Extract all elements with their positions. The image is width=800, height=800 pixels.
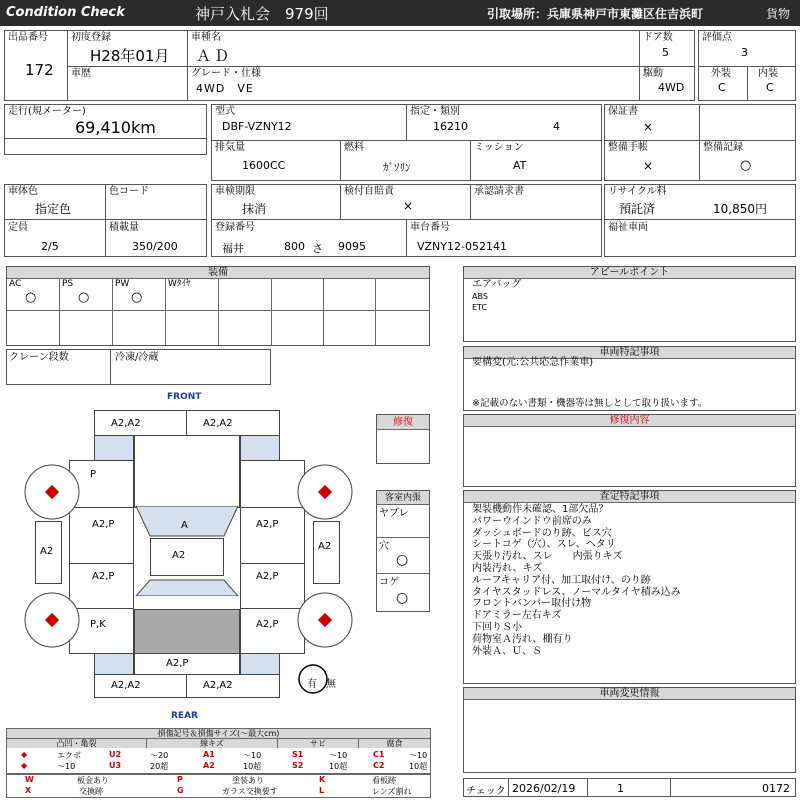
equipment-ac: AC ○ [7,279,60,311]
special-footnote: ※記載のない書類・機器等は無しとして取り扱います。 [472,398,708,409]
manual-box [604,140,700,181]
hood-mark: A [181,520,188,531]
appeal-line: ABS [472,292,488,301]
app-title: Condition Check [6,5,125,20]
approval-label: 承認請求書 [474,186,524,197]
capacity-value: 2/5 [41,240,59,253]
car-damage-diagram [0,386,376,722]
registration-kana: さ [312,242,323,255]
grade-box [187,66,640,101]
warranty-value: × [643,120,654,134]
warranty-label: 保証書 [608,106,638,117]
registration-class: 800 [284,240,305,253]
doors-label: ドア数 [643,32,673,43]
inspection-note: 外装Ａ、Ｕ、Ｓ [472,645,542,657]
equipment-grid [7,279,429,345]
inspection-note: ダッシュボードのり跡、ビス穴 [472,527,612,539]
drive-value: 4WD [658,81,685,94]
crane-label: クレーン段数 [9,352,69,363]
registration-label: 登録番号 [215,222,255,233]
rear-right-corner [240,653,280,675]
first-reg-label: 初度登録 [71,32,111,43]
hood-area [134,435,240,508]
check-date: 2026/02/19 [512,782,576,795]
doors-value: 5 [662,46,669,59]
repair-content-section [463,414,796,487]
history-label: 車歴 [71,68,91,79]
insurance-label: 検付自賠責 [344,186,394,197]
repair-box [376,414,430,464]
change-info-section [463,687,796,773]
warranty-extra-box [699,104,796,141]
registration-prefecture: 福井 [222,242,244,255]
left-rear-quarter: P,K [69,608,134,654]
capacity-box [4,219,106,257]
pickup-location: 引取場所：兵庫県神戸市東灘区住吉浜町 [487,7,704,21]
check-count: 1 [617,782,624,795]
grade-points-value: 3 [741,46,748,59]
displacement-box [211,140,341,181]
cabin-lining-title: 客室内張 [377,491,429,505]
fuel-box [340,140,471,181]
repair-label: 修復 [377,415,429,430]
load-value: 350/200 [132,240,178,253]
color-box [4,184,106,220]
first-reg-value: H28年01月 [90,47,170,65]
cabin-item-label: ヤブレ [379,508,409,519]
inspection-note: 内装汚れ、キズ [472,563,543,574]
load-label: 積載量 [109,222,139,233]
grade-points-label: 評価点 [702,32,732,43]
left-rear-door: A2,P [69,563,134,609]
model-name-label: 車種名 [191,32,221,43]
designation-value: 16210 [433,120,468,133]
type-box [211,104,407,141]
interior-label: 内装 [758,68,778,79]
legend-title: 損傷記号＆損傷サイズ(〜最大cm) [6,728,431,739]
chassis-label: 車台番号 [410,222,450,233]
doors-box [639,30,695,67]
lot-number: 172 [25,61,54,79]
grade-points-box [698,30,796,67]
mileage-label: 走行(規メーター) [8,106,86,117]
freezer-label: 冷凍/冷蔵 [115,352,159,363]
record-value: ○ [740,158,752,173]
type-label: 型式 [215,106,235,117]
displacement-value: 1600CC [242,159,286,172]
mileage-box [4,104,207,155]
registration-box [211,219,407,257]
exterior-box [698,66,748,101]
inspection-value: 抹消 [242,202,267,216]
mission-label: ミッション [474,142,524,153]
record-label: 整備記録 [703,142,743,153]
front-bumper-right: A2,A2 [186,410,280,436]
first-reg-box [67,30,188,67]
displacement-label: 排気量 [215,142,245,153]
left-front-door: A2,P [69,507,134,564]
left-side-sill: A2 [35,521,62,584]
color-label: 車体色 [8,186,38,197]
fuel-value: ｶﾞｿﾘﾝ [383,161,411,174]
inspection-note: ルーフキャリア付、加工取付け、のり跡 [472,574,651,586]
inspection-notes-section [463,490,796,684]
chassis-box [406,219,602,257]
cabin-item-label: コゲ [379,577,399,588]
welfare-label: 福祉車両 [608,222,648,233]
mission-box [470,140,602,181]
damage-legend [6,728,431,798]
insurance-value: × [403,199,414,213]
cabin-item-mark: ○ [396,590,409,606]
front-bumper-left: A2,A2 [94,410,187,436]
capacity-label: 定員 [8,222,28,233]
appeal-section [463,266,796,342]
auction-title: 神戸入札会 979回 [195,5,329,23]
inspection-note: パワーウインドウ前席のみ [472,515,592,527]
inspection-note: フロントバンパー取付け物 [472,598,592,610]
warranty-box [604,104,700,141]
equipment-title: 装備 [7,267,429,279]
rear-right-wheel-icon [296,591,354,649]
cargo-area [134,609,240,654]
crane-box [6,349,111,385]
inspection-box [211,184,341,220]
registration-number: 9095 [338,240,366,253]
fuel-label: 燃料 [344,142,364,153]
grade-value: 4WD VE [196,82,254,95]
exterior-value: C [718,81,726,94]
inspection-note: 架装機動作未確認、1部欠品？ [472,504,609,515]
recycle-box [604,184,796,220]
designation-box [406,104,602,141]
rear-panel: A2,P [134,653,240,675]
repair-content-title: 修復内容 [464,415,795,427]
front-right-wheel-icon [296,463,354,521]
equipment-ps: PS ○ [60,279,113,311]
exterior-label: 外装 [711,68,731,79]
cabin-lining-box [376,490,430,612]
appeal-line: ETC [472,303,488,312]
special-notes-title: 車両特記事項 [464,347,795,359]
right-side-sill: A2 [313,521,340,584]
equipment-section [6,266,430,346]
color-value: 指定色 [35,202,72,216]
manual-value: × [643,159,654,173]
inspection-note: 下回りＳ小 [472,622,522,633]
inspection-note: タイヤスタッドレス、ノーマルタイヤ積み込み [472,586,681,598]
drive-label: 駆動 [643,68,663,79]
check-footer [463,778,796,797]
rear-label: REAR [171,711,198,721]
color-code-label: 色コード [109,186,149,197]
equipment-w-tire: Wﾀｲﾔ [166,279,219,311]
inspection-note: 荷物室Ａ汚れ、棚有り [472,633,573,645]
appeal-line: エアバッグ [472,279,522,290]
left-front-fender: P [69,460,134,508]
approval-box [470,184,602,220]
lot-number-box [4,30,68,101]
welfare-box [604,219,796,257]
type-value: DBF-VZNY12 [222,120,292,133]
freezer-box [110,349,271,385]
front-left-wheel-icon [23,463,81,521]
right-rear-door: A2,P [240,563,305,609]
equipment-pw: PW ○ [113,279,166,311]
inspection-note: シートコゲ（穴）、スレ、ヘタリ [472,539,616,551]
cabin-item-mark: ○ [396,552,409,568]
recycle-status: 預託済 [619,202,656,216]
insurance-box [340,184,471,220]
inspection-notes-title: 査定特記事項 [464,491,795,503]
cabin-item-label: 穴 [379,541,389,552]
recycle-label: リサイクル料 [608,186,667,197]
right-rear-quarter: A2,P [240,608,305,654]
rear-bumper-left: A2,A2 [94,674,187,698]
manual-label: 整備手帳 [608,142,648,153]
chassis-value: VZNY12-052141 [417,240,507,253]
rear-bumper-right: A2,A2 [186,674,280,698]
rear-left-wheel-icon [23,591,81,649]
mileage-value: 69,410km [75,118,156,137]
special-note-line: 要構変(元:公共応急作業車) [472,357,594,368]
model-name: ＡＤ [196,47,233,65]
legend-code-table: W 板金あり P 塗装あり K 看板跡 X 交換跡 G ガラス交換要す L レンズ割れ [6,774,431,798]
drive-box [639,66,695,101]
history-box [67,66,188,101]
lot-label: 出品番号 [8,32,48,43]
spare-absent-label: 無 [326,679,336,690]
rear-left-corner [94,653,134,675]
header-bar [0,0,800,26]
model-name-box [187,30,640,67]
inspection-label: 車検期限 [215,186,255,197]
appeal-title: アピールポイント [464,267,795,279]
vehicle-category: 貨物 [766,7,791,21]
recycle-fee: 10,850円 [713,202,767,216]
interior-value: C [766,81,774,94]
legend-size-table: 凸凹・亀裂 線キズ サビ 腐食 ◆ エクボ U2 〜20 A1 〜10 S1 〜10 C1 〜10 ◆ 〜10 U3 20超 A2 10超 S2 10超 C2 10超 [6,738,431,774]
front-label: FRONT [167,392,202,402]
load-box [105,219,207,257]
spare-present-label: 有 [307,679,317,690]
record-box [699,140,796,181]
special-notes-section [463,346,796,411]
interior-box [747,66,796,101]
check-id: 0172 [762,782,790,795]
inspection-note: ドアミラー左右キズ [472,610,562,622]
front-left-corner [94,435,134,461]
right-front-door: A2,P [240,507,305,564]
color-code-box [105,184,207,220]
change-info-title: 車両変更情報 [464,688,795,700]
front-right-corner [240,435,280,461]
roof-panel: A2 [150,538,224,576]
inspection-note: 天張り汚れ、スレ 内張りキズ [472,551,623,563]
mission-value: AT [513,159,527,172]
classification-value: 4 [553,120,560,133]
designation-label: 指定・類別 [410,106,460,117]
grade-label: グレード・仕様 [191,68,261,79]
check-label: チェック [466,786,506,797]
